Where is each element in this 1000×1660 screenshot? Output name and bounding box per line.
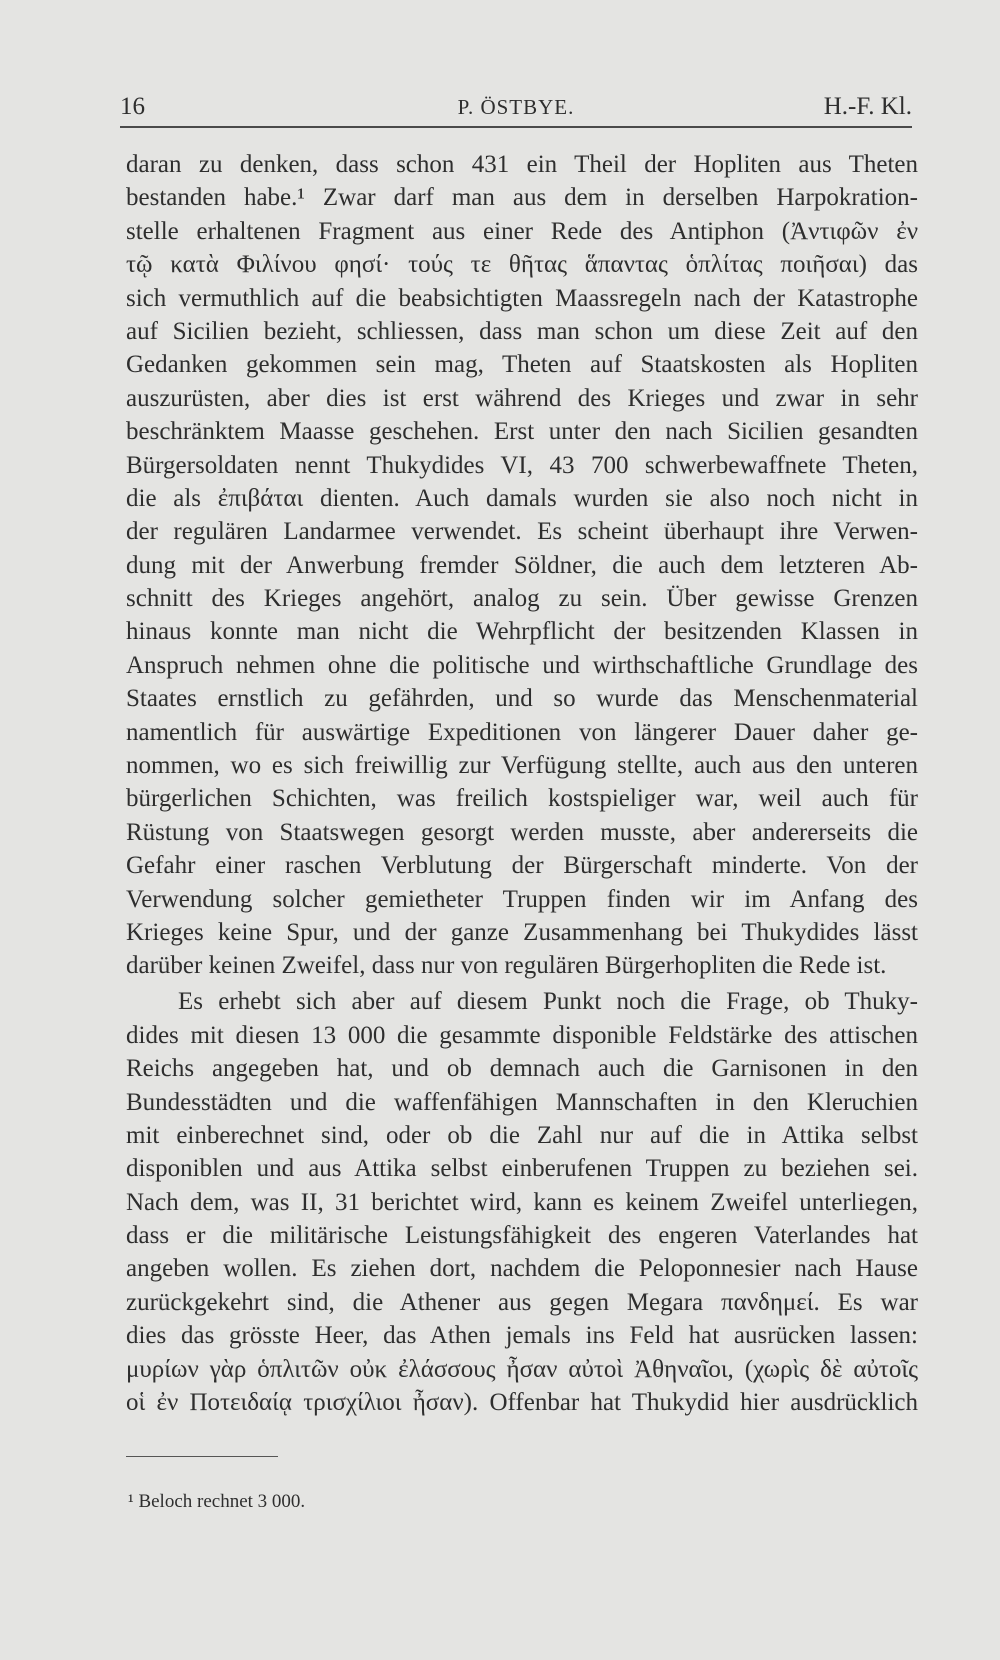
text-line: Rüstung von Staatswegen gesorgt werden musste, aber andererseits die: [126, 818, 918, 846]
text-line: Verwendung solcher gemietheter Truppen finden wir im Anfang des: [126, 885, 918, 913]
text-line: auszurüsten, aber dies ist erst während des Krieges und zwar in sehr: [126, 384, 918, 412]
text-line: Bürgersoldaten nennt Thukydides VI, 43 700 schwerbewaffnete Theten,: [126, 451, 918, 479]
text-line: dung mit der Anwerbung fremder Söldner, die auch dem letzteren Ab-: [126, 551, 918, 579]
text-line: die als ἐπιβάται dienten. Auch damals wurden sie also noch nicht in: [126, 484, 918, 512]
text-line: bürgerlichen Schichten, was freilich kostspieliger war, weil auch für: [126, 785, 918, 813]
footnote-divider: [126, 1456, 278, 1457]
text-line: Staates ernstlich zu gefährden, und so wurde das Menschenmaterial: [126, 685, 918, 713]
text-line: dies das grösste Heer, das Athen jemals ins Feld hat ausrücken lassen:: [126, 1322, 918, 1350]
text-line: stelle erhaltenen Fragment aus einer Rede des Antiphon (Ἀντιφῶν ἐν: [126, 217, 918, 245]
text-line: Anspruch nehmen ohne die politische und wirthschaftliche Grundlage des: [126, 651, 918, 679]
author-header: P. ÖSTBYE.: [457, 95, 575, 119]
text-line: disponiblen und aus Attika selbst einberufenen Truppen zu beziehen sei.: [126, 1155, 918, 1183]
text-line: dass er die militärische Leistungsfähigkeit des engeren Vaterlandes hat: [126, 1222, 918, 1250]
text-line: dides mit diesen 13 000 die gesammte disponible Feldstärke des attischen: [126, 1021, 918, 1049]
text-line: beschränktem Maasse geschehen. Erst unter den nach Sicilien gesandten: [126, 418, 918, 446]
text-line: Gefahr einer raschen Verblutung der Bürgerschaft minderte. Von der: [126, 852, 918, 880]
text-line: Krieges keine Spur, und der ganze Zusammenhang bei Thukydides lässt: [126, 918, 918, 946]
text-line: Gedanken gekommen sein mag, Theten auf Staatskosten als Hopliten: [126, 351, 918, 379]
text-line: zurückgekehrt sind, die Athener aus gegen Megara πανδημεί. Es war: [126, 1288, 918, 1316]
footnote: ¹ Beloch rechnet 3 000.: [128, 1491, 306, 1512]
text-line: hinaus konnte man nicht die Wehrpflicht der besitzenden Klassen in: [126, 618, 918, 646]
text-line: der regulären Landarmee verwendet. Es scheint überhaupt ihre Verwen-: [126, 518, 918, 546]
text-line: mit einberechnet sind, oder ob die Zahl nur auf die in Attika selbst: [126, 1121, 918, 1149]
text-line: bestanden habe.¹ Zwar darf man aus dem in derselben Harpokration-: [126, 184, 918, 212]
body-text: [126, 148, 918, 1419]
text-line: nommen, wo es sich freiwillig zur Verfügung stellte, auch aus den unteren: [126, 752, 918, 780]
text-line: Nach dem, was II, 31 berichtet wird, kann es keinem Zweifel unterliegen,: [126, 1188, 918, 1216]
text-line: Bundesstädten und die waffenfähigen Mannschaften in den Kleruchien: [126, 1088, 918, 1116]
running-header: [120, 92, 912, 128]
text-line: τῷ κατὰ Φιλίνου φησί· τούς τε θῆτας ἅπαντας ὁπλίτας ποιῆσαι) das: [126, 251, 918, 279]
section-header: H.-F. Kl.: [823, 93, 912, 120]
text-line: μυρίων γὰρ ὁπλιτῶν οὐκ ἐλάσσους ἦσαν αὐτοὶ Ἀθηναῖοι, (χωρὶς δὲ αὐτοῖς: [126, 1355, 918, 1383]
text-line: sich vermuthlich auf die beabsichtigten Maassregeln nach der Katastrophe: [126, 284, 918, 312]
text-line: angeben wollen. Es ziehen dort, nachdem die Peloponnesier nach Hause: [126, 1255, 918, 1283]
text-line: Es erhebt sich aber auf diesem Punkt noch die Frage, ob Thuky-: [178, 988, 918, 1016]
page-number: 16: [120, 93, 145, 120]
text-line: οἱ ἐν Ποτειδαίᾳ τρισχίλιοι ἦσαν). Offenbar hat Thukydid hier ausdrücklich: [126, 1389, 918, 1417]
text-line: Reichs angegeben hat, und ob demnach auch die Garnisonen in den: [126, 1055, 918, 1083]
text-line: darüber keinen Zweifel, dass nur von regulären Bürgerhopliten die Rede ist.: [126, 952, 887, 980]
text-line: auf Sicilien bezieht, schliessen, dass man schon um diese Zeit auf den: [126, 317, 918, 345]
text-line: schnitt des Krieges angehört, analog zu sein. Über gewisse Grenzen: [126, 585, 918, 613]
text-line: daran zu denken, dass schon 431 ein Theil der Hopliten aus Theten: [126, 151, 918, 178]
text-line: namentlich für auswärtige Expeditionen von längerer Dauer daher ge-: [126, 718, 918, 746]
